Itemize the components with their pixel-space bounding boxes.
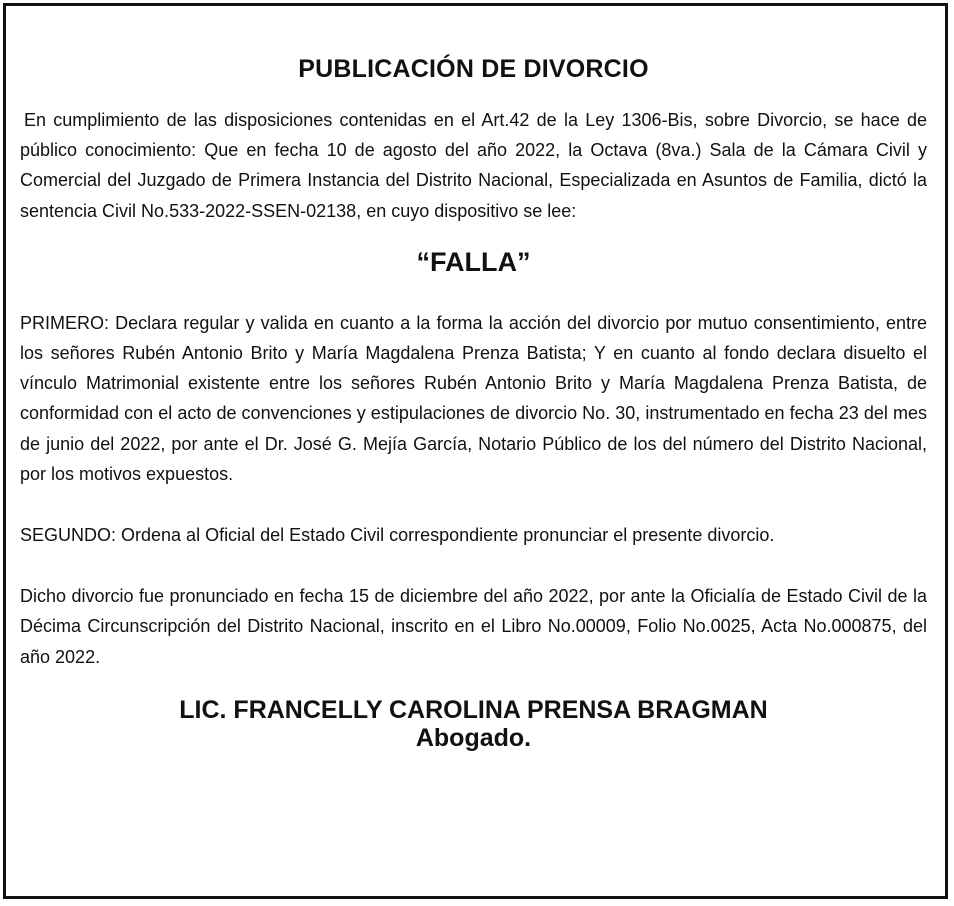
- falla-heading: “FALLA”: [416, 246, 531, 277]
- notice-content: [20, 54, 927, 752]
- segundo-paragraph: SEGUNDO: Ordena al Oficial del Estado Civil correspondiente pronunciar el presente divorcio.: [20, 525, 775, 546]
- primero-paragraph: PRIMERO: Declara regular y valida en cuanto a la forma la acción del divorcio por mutuo consentimiento, entre los señores Rubén Antonio Brito y María Magdalena Prenza Batista; Y en cuanto al fondo declara disuelto el vínculo Matrimonial existente entre los señores Rubén Antonio Brito y María Magdalena Prenza Batista, de conformidad con el acto de convenciones y estipulaciones de divorcio No. 30, instrumentado en fecha 23 del mes de junio del 2022, por ante el Dr. José G. Mejía García, Notario Público de los del número del Distrito Nacional, por los motivos expuestos.: [20, 312, 927, 484]
- intro-paragraph: En cumplimiento de las disposiciones contenidas en el Art.42 de la Ley 1306-Bis, sobre Divorcio, se hace de público conocimiento: Que en fecha 10 de agosto del año 2022, la Octava (8va.) Sala de la Cámara Civil y Comercial del Juzgado de Primera Instancia del Distrito Nacional, Especializada en Asuntos de Familia, dictó la sentencia Civil No.533-2022-SSEN-02138, en cuyo dispositivo se lee:: [20, 110, 927, 221]
- signature-block: [20, 696, 927, 752]
- notice-title: PUBLICACIÓN DE DIVORCIO: [298, 55, 649, 83]
- dicho-paragraph: Dicho divorcio fue pronunciado en fecha 15 de diciembre del año 2022, por ante la Oficialía de Estado Civil de la Décima Circunscripción del Distrito Nacional, inscrito en el Libro No.00009, Folio No.0025, Acta No.000875, del año 2022.: [20, 586, 927, 667]
- signature-name: LIC. FRANCELLY CAROLINA PRENSA BRAGMAN: [179, 695, 768, 724]
- signature-role: Abogado.: [415, 723, 532, 752]
